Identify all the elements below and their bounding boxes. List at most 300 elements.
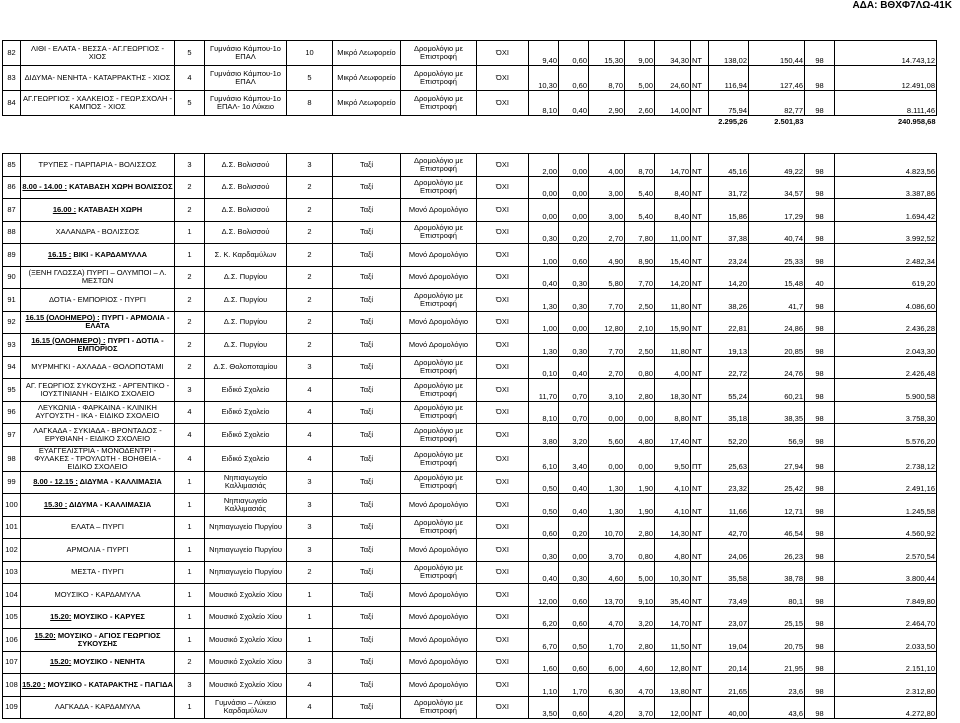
students-count: 3 [175,674,205,697]
distance-2: 0,20 [559,221,589,244]
total-cost: 4.823,56 [835,154,937,177]
route-name: ΛΙΘΙ - ΕΛΑΤΑ - ΒΕΣΣΑ - ΑΓ.ΓΕΩΡΓΙΟΣ - ΧΙΟΣ [21,41,175,66]
road-type: ΝΤ [691,244,709,267]
route-type: Μονό Δρομολόγιο [401,606,477,629]
table-row [3,651,937,674]
vehicle-type: Ταξί [333,199,401,222]
route-type: Μονό Δρομολόγιο [401,539,477,562]
distance-3: 5,60 [589,424,625,447]
row-number: 96 [3,401,21,424]
distance-1: 8,10 [529,91,559,116]
distance-2: 0,30 [559,561,589,584]
school-name: Δ.Σ. Βολισσού [205,176,287,199]
road-type: ΝΤ [691,606,709,629]
seats-count: 2 [287,221,333,244]
accompanier: ΌΧΙ [477,311,529,334]
road-type: ΝΤ [691,401,709,424]
route-type: Μονό Δρομολόγιο [401,494,477,517]
distance-3: 7,70 [589,289,625,312]
distance-total: 24,60 [655,66,691,91]
students-count: 1 [175,606,205,629]
distance-2: 0,40 [559,91,589,116]
seats-count: 1 [287,629,333,652]
vehicle-type: Ταξί [333,221,401,244]
route-type: Μονό Δρομολόγιο [401,651,477,674]
vehicle-type: Ταξί [333,401,401,424]
daily-cost-vat: 46,54 [749,516,805,539]
distance-1: 8,10 [529,401,559,424]
students-count: 1 [175,629,205,652]
distance-4: 8,90 [625,244,655,267]
distance-4: 7,70 [625,266,655,289]
distance-1: 1,60 [529,651,559,674]
daily-cost: 21,65 [709,674,749,697]
vehicle-type: Ταξί [333,674,401,697]
daily-cost: 22,72 [709,356,749,379]
row-number: 105 [3,606,21,629]
vehicle-type: Ταξί [333,471,401,494]
distance-total: 15,40 [655,244,691,267]
total-cost: 4.086,60 [835,289,937,312]
accompanier: ΌΧΙ [477,379,529,402]
route-name: ΑΓ. ΓΕΩΡΓΙΟΣ ΣΥΚΟΥΣΗΣ - ΑΡΓΕΝΤΙΚΟ - ΙΟΥΣΤΙΝΙΑΝΗ - ΕΙΔΙΚΟ ΣΧΟΛΕΙΟ [21,379,175,402]
route-name: 15.20: ΜΟΥΣΙΚΟ - ΑΓΙΟΣ ΓΕΩΡΓΙΟΣ ΣΥΚΟΥΣΗΣ [21,629,175,652]
days: 98 [805,401,835,424]
road-type: ΝΤ [691,176,709,199]
road-type: ΝΤ [691,539,709,562]
daily-cost: 23,07 [709,606,749,629]
table-row [3,289,937,312]
seats-count: 4 [287,696,333,719]
accompanier: ΌΧΙ [477,356,529,379]
road-type: ΝΤ [691,289,709,312]
row-number: 91 [3,289,21,312]
row-number: 89 [3,244,21,267]
distance-4: 0,80 [625,356,655,379]
distance-4: 2,50 [625,289,655,312]
route-type: Δρομολόγιο με Επιστροφή [401,471,477,494]
table-row [3,471,937,494]
road-type: ΝΤ [691,334,709,357]
route-name: 15.30 : ΔΙΔΥΜΑ - ΚΑΛΛΙΜΑΣΙΑ [21,494,175,517]
seats-count: 2 [287,244,333,267]
vehicle-type: Ταξί [333,696,401,719]
daily-cost-vat: 25,33 [749,244,805,267]
route-name: 15.20 : ΜΟΥΣΙΚΟ - ΚΑΤΑΡΑΚΤΗΣ - ΠΑΓΙΔΑ [21,674,175,697]
route-name: 16.00 : ΚΑΤΑΒΑΣΗ ΧΩΡΗ [21,199,175,222]
distance-1: 10,30 [529,66,559,91]
accompanier: ΌΧΙ [477,199,529,222]
students-count: 1 [175,584,205,607]
accompanier: ΌΧΙ [477,516,529,539]
distance-4: 1,90 [625,471,655,494]
table-row [3,494,937,517]
days: 98 [805,424,835,447]
vehicle-type: Ταξί [333,311,401,334]
route-type: Δρομολόγιο με Επιστροφή [401,221,477,244]
distance-total: 13,80 [655,674,691,697]
row-number: 87 [3,199,21,222]
route-type: Δρομολόγιο με Επιστροφή [401,289,477,312]
route-name: 8.00 - 14.00 : ΚΑΤΑΒΑΣΗ ΧΩΡΗ ΒΟΛΙΣΣΟΣ [21,176,175,199]
row-number: 84 [3,91,21,116]
distance-4: 2,80 [625,379,655,402]
distance-3: 2,70 [589,221,625,244]
route-name: ΔΟΤΙΑ - ΕΜΠΟΡΙΟΣ - ΠΥΡΓΙ [21,289,175,312]
school-name: Δ.Σ. Βολισσού [205,154,287,177]
table-row [3,561,937,584]
daily-cost: 35,58 [709,561,749,584]
distance-2: 3,20 [559,424,589,447]
daily-cost: 15,86 [709,199,749,222]
distance-4: 9,10 [625,584,655,607]
vehicle-type: Ταξί [333,516,401,539]
distance-total: 14,70 [655,606,691,629]
daily-cost: 19,13 [709,334,749,357]
total-cost: 14.743,12 [835,41,937,66]
daily-cost-vat: 17,29 [749,199,805,222]
road-type: ΝΤ [691,494,709,517]
distance-total: 9,50 [655,446,691,471]
school-name: Δ.Σ. Θολοποταμίου [205,356,287,379]
school-name: Δ.Σ. Πυργίου [205,334,287,357]
vehicle-type: Ταξί [333,379,401,402]
distance-4: 4,70 [625,674,655,697]
distance-4: 2,80 [625,516,655,539]
distance-total: 12,80 [655,651,691,674]
accompanier: ΌΧΙ [477,561,529,584]
distance-total: 18,30 [655,379,691,402]
seats-count: 3 [287,516,333,539]
distance-total: 14,30 [655,516,691,539]
distance-3: 13,70 [589,584,625,607]
students-count: 1 [175,539,205,562]
students-count: 5 [175,91,205,116]
daily-cost-vat: 38,78 [749,561,805,584]
distance-2: 0,00 [559,311,589,334]
days: 98 [805,561,835,584]
students-count: 2 [175,651,205,674]
school-name: Δ.Σ. Πυργίου [205,311,287,334]
route-type: Μονό Δρομολόγιο [401,266,477,289]
distance-2: 1,70 [559,674,589,697]
daily-cost: 23,32 [709,471,749,494]
total-cost: 2.033,50 [835,629,937,652]
seats-count: 2 [287,176,333,199]
distance-3: 4,70 [589,606,625,629]
total-cost: 2.482,34 [835,244,937,267]
road-type: ΝΤ [691,199,709,222]
distance-3: 1,30 [589,494,625,517]
distance-1: 0,50 [529,471,559,494]
road-type: ΝΤ [691,629,709,652]
row-number: 86 [3,176,21,199]
seats-count: 4 [287,424,333,447]
route-type: Δρομολόγιο με Επιστροφή [401,696,477,719]
daily-cost: 20,14 [709,651,749,674]
distance-2: 0,00 [559,539,589,562]
daily-cost-vat: 25,15 [749,606,805,629]
row-number: 100 [3,494,21,517]
distance-2: 0,60 [559,244,589,267]
daily-cost: 116,94 [709,66,749,91]
row-number: 95 [3,379,21,402]
school-name: Ειδικό Σχολείο [205,379,287,402]
students-count: 2 [175,311,205,334]
distance-1: 1,00 [529,244,559,267]
students-count: 2 [175,289,205,312]
accompanier: ΌΧΙ [477,651,529,674]
seats-count: 2 [287,311,333,334]
days: 98 [805,539,835,562]
distance-2: 0,50 [559,629,589,652]
row-number: 98 [3,446,21,471]
daily-cost: 35,18 [709,401,749,424]
row-number: 94 [3,356,21,379]
distance-total: 35,40 [655,584,691,607]
distance-1: 1,30 [529,334,559,357]
total-cost: 2.491,16 [835,471,937,494]
road-type: ΝΤ [691,311,709,334]
distance-total: 11,80 [655,334,691,357]
table-row [3,221,937,244]
daily-cost-vat: 150,44 [749,41,805,66]
row-number: 102 [3,539,21,562]
accompanier: ΌΧΙ [477,446,529,471]
route-name: 16.15 (ΟΛΟΗΜΕΡΟ) : ΠΥΡΓΙ - ΑΡΜΟΛΙΑ - ΕΛΑΤΑ [21,311,175,334]
total-cost: 2.464,70 [835,606,937,629]
daily-cost: 37,38 [709,221,749,244]
school-name: Δ.Σ. Πυργίου [205,266,287,289]
distance-3: 2,90 [589,91,625,116]
vehicle-type: Ταξί [333,651,401,674]
distance-3: 10,70 [589,516,625,539]
distance-2: 0,00 [559,154,589,177]
distance-2: 0,40 [559,471,589,494]
distance-4: 2,50 [625,334,655,357]
distance-1: 0,00 [529,199,559,222]
students-count: 4 [175,446,205,471]
students-count: 2 [175,266,205,289]
row-number: 92 [3,311,21,334]
daily-cost-vat: 43,6 [749,696,805,719]
school-name: Μουσικό Σχολείο Χίου [205,674,287,697]
school-name: Μουσικό Σχολείο Χίου [205,629,287,652]
days: 40 [805,266,835,289]
distance-1: 0,60 [529,516,559,539]
distance-2: 0,70 [559,379,589,402]
distance-1: 2,00 [529,154,559,177]
school-name: Ειδικό Σχολείο [205,446,287,471]
distance-1: 6,70 [529,629,559,652]
daily-cost-vat: 25,42 [749,471,805,494]
route-name: 16.15 (ΟΛΟΗΜΕΡΟ) : ΠΥΡΓΙ - ΔΟΤΙΑ - ΕΜΠΟΡΙΟΣ [21,334,175,357]
road-type: ΝΤ [691,41,709,66]
route-name: 15.20: ΜΟΥΣΙΚΟ - ΝΕΝΗΤΑ [21,651,175,674]
route-name: ΛΕΥΚΩΝΙΑ - ΦΑΡΚΑΙΝΑ - ΚΛΙΝΙΚΗ ΑΥΓΟΥΣΤΗ - ΙΚΑ - ΕΙΔΙΚΟ ΣΧΟΛΕΙΟ [21,401,175,424]
ada-code: ΑΔΑ: ΒΘΧΦ7ΛΩ-41Κ [852,0,952,11]
daily-cost-vat: 38,35 [749,401,805,424]
vehicle-type: Ταξί [333,629,401,652]
days: 98 [805,674,835,697]
distance-2: 0,30 [559,289,589,312]
accompanier: ΌΧΙ [477,424,529,447]
days: 98 [805,199,835,222]
distance-3: 1,30 [589,471,625,494]
road-type: ΝΤ [691,471,709,494]
daily-cost-vat: 24,86 [749,311,805,334]
route-type: Μονό Δρομολόγιο [401,334,477,357]
distance-2: 0,60 [559,66,589,91]
vehicle-type: Ταξί [333,424,401,447]
accompanier: ΌΧΙ [477,674,529,697]
total-cost: 5.900,58 [835,379,937,402]
distance-2: 0,60 [559,696,589,719]
total-cost: 2.312,80 [835,674,937,697]
daily-cost-vat: 15,48 [749,266,805,289]
daily-cost-vat: 56,9 [749,424,805,447]
students-count: 1 [175,696,205,719]
days: 98 [805,696,835,719]
vehicle-type: Ταξί [333,539,401,562]
days: 98 [805,91,835,116]
total-cost: 3.758,30 [835,401,937,424]
school-name: Γυμνάσιο Κάμπου-1ο ΕΠΑΛ [205,66,287,91]
accompanier: ΌΧΙ [477,289,529,312]
school-name: Γυμνάσιο Κάμπου-1ο ΕΠΑΛ- 1ο Λύκειο [205,91,287,116]
table-row [3,334,937,357]
students-count: 5 [175,41,205,66]
vehicle-type: Ταξί [333,244,401,267]
seats-count: 4 [287,401,333,424]
route-name: ΤΡΥΠΕΣ - ΠΑΡΠΑΡΙΑ - ΒΟΛΙΣΣΟΣ [21,154,175,177]
row-number: 109 [3,696,21,719]
distance-2: 0,00 [559,199,589,222]
distance-3: 0,00 [589,401,625,424]
students-count: 1 [175,221,205,244]
route-name: ΕΛΑΤΑ – ΠΥΡΓΙ [21,516,175,539]
total-cost: 3.387,86 [835,176,937,199]
total-cost: 2.043,30 [835,334,937,357]
row-number: 82 [3,41,21,66]
table-row [3,66,937,91]
students-count: 2 [175,356,205,379]
students-count: 2 [175,334,205,357]
days: 98 [805,584,835,607]
subtotal-daily-cost: 2.295,26 [718,116,748,126]
road-type: ΝΤ [691,221,709,244]
daily-cost: 73,49 [709,584,749,607]
distance-3: 3,10 [589,379,625,402]
daily-cost-vat: 82,77 [749,91,805,116]
row-number: 103 [3,561,21,584]
table-row [3,446,937,471]
accompanier: ΌΧΙ [477,266,529,289]
table-row [3,199,937,222]
route-name: (ΞΕΝΗ ΓΛΩΣΣΑ) ΠΥΡΓΙ – ΟΛΥΜΠΟΙ – Λ. ΜΕΣΤΩΝ [21,266,175,289]
daily-cost: 45,16 [709,154,749,177]
distance-3: 2,70 [589,356,625,379]
table-row [3,629,937,652]
distance-1: 9,40 [529,41,559,66]
daily-cost: 52,20 [709,424,749,447]
distance-2: 0,60 [559,651,589,674]
distance-4: 8,70 [625,154,655,177]
accompanier: ΌΧΙ [477,176,529,199]
total-cost: 7.849,80 [835,584,937,607]
days: 98 [805,651,835,674]
distance-3: 3,00 [589,176,625,199]
route-name: 16.15 : ΒΙΚΙ - ΚΑΡΔΑΜΥΛΛΑ [21,244,175,267]
vehicle-type: Ταξί [333,289,401,312]
distance-3: 4,00 [589,154,625,177]
days: 98 [805,356,835,379]
daily-cost-vat: 49,22 [749,154,805,177]
distance-total: 8,40 [655,176,691,199]
vehicle-type: Ταξί [333,606,401,629]
days: 98 [805,176,835,199]
daily-cost-vat: 127,46 [749,66,805,91]
days: 98 [805,244,835,267]
seats-count: 1 [287,584,333,607]
daily-cost: 40,00 [709,696,749,719]
school-name: Νηπιαγωγείο Πυργίου [205,516,287,539]
accompanier: ΌΧΙ [477,66,529,91]
days: 98 [805,289,835,312]
route-type: Μονό Δρομολόγιο [401,244,477,267]
distance-3: 6,30 [589,674,625,697]
route-type: Μονό Δρομολόγιο [401,674,477,697]
distance-1: 1,30 [529,289,559,312]
total-cost: 2.738,12 [835,446,937,471]
vehicle-type: Μικρό Λεωφορείο [333,91,401,116]
road-type: ΝΤ [691,651,709,674]
distance-total: 14,70 [655,154,691,177]
total-cost: 2.436,28 [835,311,937,334]
days: 98 [805,334,835,357]
road-type: ΝΤ [691,356,709,379]
distance-1: 0,30 [529,539,559,562]
daily-cost-vat: 20,85 [749,334,805,357]
school-name: Νηπιαγωγείο Καλλιμασιάς [205,494,287,517]
road-type: ΝΤ [691,424,709,447]
distance-4: 7,80 [625,221,655,244]
days: 98 [805,221,835,244]
daily-cost-vat: 41,7 [749,289,805,312]
row-number: 101 [3,516,21,539]
table-row [3,176,937,199]
vehicle-type: Ταξί [333,561,401,584]
distance-1: 0,40 [529,266,559,289]
distance-4: 4,80 [625,424,655,447]
table-row [3,356,937,379]
table-row [3,606,937,629]
students-count: 1 [175,561,205,584]
daily-cost-vat: 20,75 [749,629,805,652]
distance-total: 8,40 [655,199,691,222]
table-row [3,516,937,539]
vehicle-type: Ταξί [333,356,401,379]
daily-cost: 24,06 [709,539,749,562]
distance-4: 2,60 [625,91,655,116]
route-name: ΧΑΛΑΝΔΡΑ - ΒΟΛΙΣΣΟΣ [21,221,175,244]
students-count: 1 [175,244,205,267]
accompanier: ΌΧΙ [477,334,529,357]
route-name: 15.20: ΜΟΥΣΙΚΟ - ΚΑΡΥΕΣ [21,606,175,629]
distance-4: 9,00 [625,41,655,66]
seats-count: 4 [287,674,333,697]
distance-1: 3,80 [529,424,559,447]
